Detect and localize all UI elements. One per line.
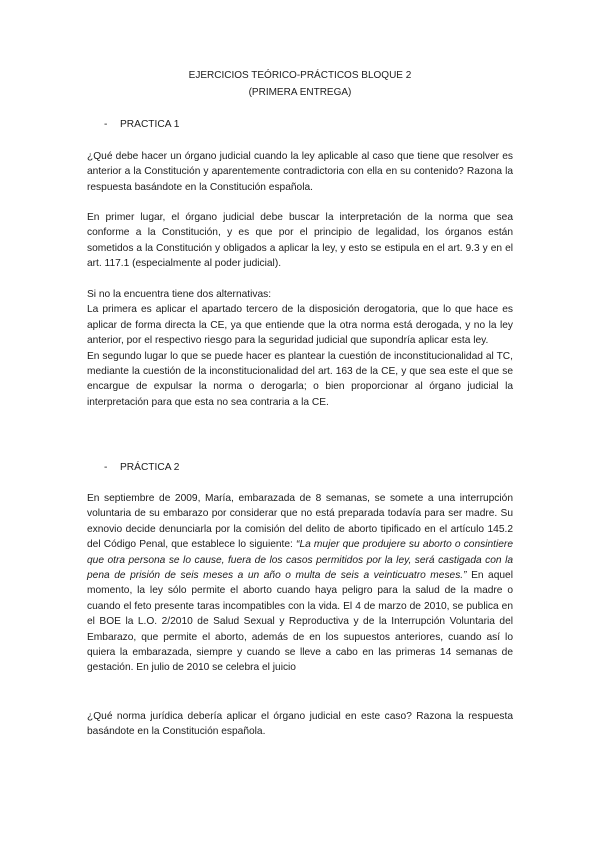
case-quote: “La mujer que produjere su aborto o consintiere que otra persona se lo cause, fuera de los casos permitidos por la ley, será castigada con la pena de prisión de seis meses a un año o multa de seis a veinticuatro meses.” (87, 539, 513, 582)
answer-second-alternative: En segundo lugar lo que se puede hacer es plantear la cuestión de inconstitucionalidad al TC, mediante la cuestión de la inconstitucionalidad del art. 163 de la CE, y que sea este el que se encargue de expulsar la norma o derogarla; o bien proporcionar al órgano judicial la interpretación para que esta no sea contraria a la CE. (87, 350, 513, 408)
document-subtitle: (PRIMERA ENTREGA) (248, 87, 352, 98)
practica-2-question (87, 709, 513, 740)
bullet-dash: - (104, 462, 108, 473)
heading-label: PRACTICA 1 (120, 119, 180, 130)
case-part-1: En septiembre de 2009, María, embarazada de 8 semanas, se somete a una interrupción voluntaria de su embarazo por considerar que no está preparada todavía para ser madre. Su exnovio decide denunciarla por la comisión del delito de aborto tipificado en el artículo 145.2 del Código Penal, que establece lo siguiente: (87, 493, 513, 551)
case-part-2: En aquel momento, la ley sólo permite el aborto cuando haya peligro para la salud de la madre o cuando el feto presente taras incompatibles con la vida. El 4 de marzo de 2010, se publica en el BOE la L.O. 2/2010 de Salud Sexual y Reproductiva y de la Interrupción Voluntaria del Embarazo, que permite el aborto, además de en los supuestos anteriores, cuando así lo quiera la embarazada, siempre y cuando se lleve a cabo en las primeras 14 semanas de gestación. En julio de 2010 se celebra el juicio (87, 570, 513, 674)
question-text: ¿Qué norma jurídica debería aplicar el órgano judicial en este caso? Razona la respuesta basándote en la Constitución española. (87, 711, 513, 738)
practica-2-case (87, 491, 513, 676)
case-text (87, 491, 513, 676)
answer-text: En primer lugar, el órgano judicial debe buscar la interpretación de la norma que sea conforme a la Constitución, y es que por el principio de legalidad, los órganos están sometidos a la Constitución y obligados a aplicar la ley, y esto se estipula en el art. 9.3 y en el art. 117.1 (especialmente al poder judicial). (87, 212, 513, 270)
document-title: EJERCICIOS TEÓRICO-PRÁCTICOS BLOQUE 2 (188, 70, 412, 81)
answer-first-alternative: La primera es aplicar el apartado tercero de la disposición derogatoria, que lo que hace es aplicar de forma directa la CE, ya que entiende que la otra norma está derogada, y no la ley anterior, por el respectivo riesgo para la seguridad judicial que supondría aplicar esta ley. (87, 304, 513, 347)
practica-1-question (87, 149, 513, 195)
answer-intro: Si no la encuentra tiene dos alternativas: (87, 289, 272, 300)
heading-label: PRÁCTICA 2 (120, 462, 180, 473)
bullet-dash: - (104, 119, 108, 130)
practica-1-answer-1 (87, 210, 513, 272)
question-text: ¿Qué debe hacer un órgano judicial cuando la ley aplicable al caso que tiene que resolver es anterior a la Constitución y aparentemente contradictoria con ella en su contenido? Razona la respuesta basándote en la Constitución española. (87, 151, 513, 193)
practica-1-answer-2 (87, 287, 513, 410)
